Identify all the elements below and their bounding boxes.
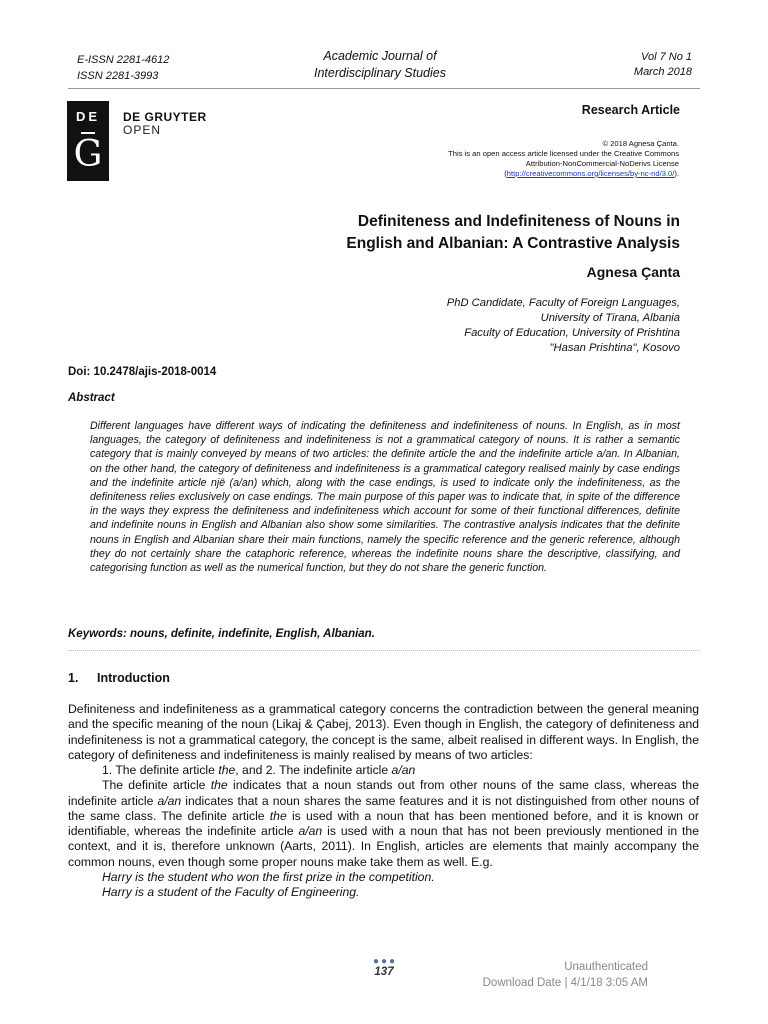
example-text: Harry is the student who won the first prize in the competition. [102,869,435,884]
term-the: the [210,778,228,793]
affiliation-line: University of Tirana, Albania [540,312,680,324]
license-line-2: Attribution-NonCommercial-NoDerivs License [525,159,679,168]
de-gruyter-logo-icon [67,101,109,181]
license-block [339,139,679,179]
license-link-line [339,169,679,179]
logo-mark-g: G [73,134,103,175]
eissn: E-ISSN 2281-4612 [77,54,170,66]
download-date: Download Date | 4/1/18 3:05 AM [482,977,648,989]
section-title: Introduction [97,671,170,685]
paren-close: ). [674,169,679,178]
unauthenticated-label: Unauthenticated [564,961,648,973]
license-line-1: This is an open access article licensed under the Creative Commons [448,149,679,158]
copyright: © 2018 Agnesa Çanta. [602,139,679,148]
volume: Vol 7 No 1 [641,51,692,63]
title-line-2: English and Albanian: A Contrastive Analysis [346,235,680,252]
term-the: the [269,808,287,823]
abstract-text: Different languages have different ways of indicating the definiteness and indefiniteness of nouns. In English, as in most languages, the category of definiteness and indefiniteness is not a grammatical category of nouns. It is rather a semantic category that is mainly conveyed by means of two articles: the definite article the and the indefinite article a/an. In Albanian, on the other hand, the category of definiteness and indefiniteness is a grammatical category realised mainly by case endings and the indefinite article një (a/an) which, along with the case endings, is used to indicate only the indefiniteness, as the definiteness relies exclusively on case endings. The main purpose of this paper was to indicate that, in spite of the difference in the ways they express the definiteness and indefiniteness which account for some of their functional differences, definite and indefinite nouns in English and Albanian also show some similarities. The contrastive analysis indicates that the definite nouns in English and Albanian share their main functions, namely the specific reference and the generic reference, although they do not certainly share the cataphoric reference, whereas the indefinite nouns share the descriptive, classifying, and categorising function as well as the numerical function, but they do not share the generic function. [90,420,680,575]
term-a-an: a/an [391,763,416,777]
text-run: indicates that a noun shares the same features and it is not distinguished from other nouns of the same class. The definite article [68,793,699,823]
paper-title [260,211,680,255]
publisher-sub: OPEN [123,123,162,137]
license-link[interactable]: http://creativecommons.org/licenses/by-nc-nd/3.0/ [506,169,675,178]
title-line-1: Definiteness and Indefiniteness of Nouns in [357,213,680,230]
example-text: Harry is a student of the Faculty of Engineering. [102,885,360,899]
doi: Doi: 10.2478/ajis-2018-0014 [68,366,217,378]
paragraph-2 [68,778,699,870]
logo-mark-de: DE [75,109,101,124]
keywords-divider [68,650,700,651]
article-list [68,763,699,778]
term-the: the [218,763,236,777]
text-run: indicates that a noun stands out from other nouns of the same class, whereas the indefinite article [68,778,699,808]
author: Agnesa Çanta [586,264,680,280]
page-number: 137 [374,966,394,978]
publisher-name: DE GRUYTER [123,110,207,124]
affiliation [280,296,680,356]
text-run: is used with a noun that has been mentioned before, and it is known or identifiable, whereas the indefinite article [68,808,699,838]
example-1 [68,870,699,885]
term-a-an: a/an [298,824,323,838]
affiliation-line: "Hasan Prishtina", Kosovo [549,342,680,354]
body-text [68,702,699,900]
section-heading [68,671,170,685]
download-stamp [483,959,648,991]
issn: ISSN 2281-3993 [77,70,159,82]
header-divider [68,88,700,89]
issue-info [634,50,692,80]
text-run: The definite article [102,778,211,793]
issue-date: March 2018 [633,66,692,78]
list-text: , and 2. The indefinite article [235,763,392,777]
example-2 [68,885,699,900]
page-dots-icon: ●●● [372,956,398,967]
paragraph-1: Definiteness and indefiniteness as a grammatical category concerns the contradiction between the general meaning and the specific meaning of the noun (Likaj & Çabej, 2013). Even though in English, the category of definiteness and indefiniteness is not a grammatical category, the concept is the same, albeit realised in different ways. In English, the category of definiteness and indefiniteness is mainly realised by means of two articles: [68,702,699,762]
affiliation-line: Faculty of Education, University of Prishtina [464,327,680,339]
issn-block [77,52,169,84]
article-type: Research Article [581,103,680,117]
term-a-an: a/an [157,793,182,808]
keywords: Keywords: nouns, definite, indefinite, English, Albanian. [68,628,375,640]
journal-line-2: Interdisciplinary Studies [313,66,446,80]
list-text: 1. The definite article [102,763,219,777]
section-number: 1. [68,671,79,685]
journal-name [250,48,510,82]
paren-open: ( [504,169,507,178]
text-run: is used with a noun that has not been previously mentioned in the context, and it is, therefore unknown (Aarts, 2011). In English, articles are elements that mainly accompany the common nouns, even though some proper nouns make take them as well. E.g. [68,824,699,869]
affiliation-line: PhD Candidate, Faculty of Foreign Languages, [446,297,680,309]
abstract-heading: Abstract [68,392,115,404]
journal-line-1: Academic Journal of [323,49,437,63]
